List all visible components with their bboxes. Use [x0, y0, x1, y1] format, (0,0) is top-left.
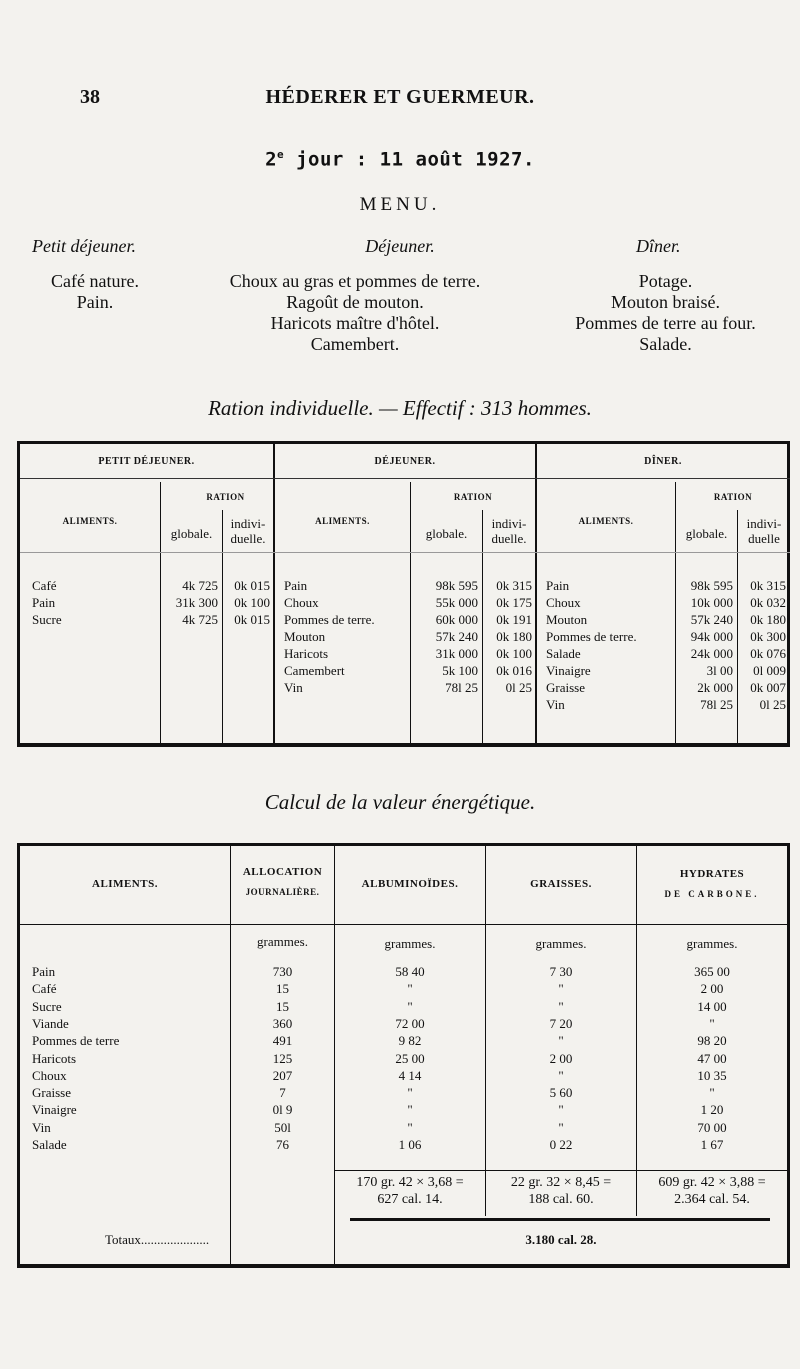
ration-title: Ration individuelle. — Effectif : 313 hommes. [208, 396, 592, 420]
table-row-label: Mouton [546, 612, 588, 627]
table-cell: " [558, 999, 564, 1014]
menu-item: Choux au gras et pommes de terre. [229, 271, 481, 291]
table-cell: 2k 000 [697, 680, 733, 695]
table-cell: 4k 725 [182, 578, 218, 593]
table-cell: 0k 032 [750, 595, 786, 610]
menu-item: Ragoût de mouton. [286, 292, 424, 312]
table-cell: 57k 240 [690, 612, 733, 627]
col-ration: RATION [713, 492, 753, 502]
table-row-label: Café [32, 578, 57, 593]
table-row-label: Vin [284, 680, 303, 695]
table-cell: 0k 015 [234, 578, 270, 593]
unit-label: grammes. [535, 936, 587, 951]
divider [20, 924, 787, 925]
menu-item: Pommes de terre au four. [575, 313, 756, 333]
table-cell: " [558, 1068, 564, 1083]
menu-item: Salade. [639, 334, 692, 354]
table-cell: " [558, 1120, 564, 1135]
table-row-label: Pain [32, 964, 56, 979]
divider [535, 444, 537, 746]
col-individuelle: indivi- duelle. [230, 516, 266, 546]
table-cell: 10 35 [697, 1068, 727, 1083]
table-cell: 94k 000 [690, 629, 733, 644]
table-row-label: Choux [546, 595, 581, 610]
table-cell: 47 00 [697, 1051, 727, 1066]
table-cell: 0k 180 [496, 629, 532, 644]
table-row-label: Haricots [32, 1051, 77, 1066]
menu-item: Haricots maître d'hôtel. [270, 313, 440, 333]
table-cell: " [709, 1085, 715, 1100]
table-row-label: Choux [32, 1068, 67, 1083]
meal-header-dejeuner: DÉJEUNER. [374, 456, 436, 467]
table-cell: " [407, 981, 413, 996]
table-cell: " [558, 1033, 564, 1048]
col-aliments: ALIMENTS. [578, 516, 634, 526]
table-cell: 60k 000 [435, 612, 478, 627]
energy-table [17, 843, 790, 1268]
table-row-label: Pommes de terre. [546, 629, 637, 644]
table-cell: 24k 000 [690, 646, 733, 661]
table-cell: 4k 725 [182, 612, 218, 627]
table-row-label: Camembert [284, 663, 345, 678]
table-cell: 0l 25 [759, 697, 786, 712]
table-row-label: Salade [32, 1137, 67, 1152]
table-cell: 2 00 [700, 981, 724, 996]
table-cell: 3l 00 [706, 663, 733, 678]
col-hydrates: HYDRATES DE CARBONE. [664, 868, 760, 899]
table-row-label: Pommes de terre [32, 1033, 120, 1048]
table-cell: 0k 015 [234, 612, 270, 627]
col-aliments: ALIMENTS. [62, 516, 118, 526]
table-cell: 365 00 [694, 964, 730, 979]
table-cell: 5 60 [549, 1085, 573, 1100]
table-cell: " [407, 1085, 413, 1100]
col-globale: globale. [425, 526, 468, 541]
table-row-label: Vinaigre [32, 1102, 77, 1117]
table-cell: 0k 100 [496, 646, 532, 661]
table-cell: 98 20 [697, 1033, 727, 1048]
table-cell: 50l [274, 1120, 291, 1135]
col-aliments: ALIMENTS. [315, 516, 370, 526]
table-row-label: Haricots [284, 646, 329, 661]
table-cell: " [558, 1102, 564, 1117]
unit-label: grammes. [686, 936, 738, 951]
table-row-label: Mouton [284, 629, 326, 644]
divider [20, 478, 790, 479]
sum-hydrates: 609 gr. 42 × 3,88 = 2.364 cal. 54. [658, 1175, 766, 1207]
menu-petit-dejeuner-title: Petit déjeuner. [32, 236, 136, 256]
col-globale: globale. [685, 526, 728, 541]
table-cell: 98k 595 [435, 578, 478, 593]
menu-petit-dejeuner-items [30, 271, 160, 313]
table-row-label: Vinaigre [546, 663, 591, 678]
table-cell: 5k 100 [442, 663, 478, 678]
table-row-label: Vin [546, 697, 565, 712]
menu-diner-items [548, 271, 783, 355]
col-ration: RATION [453, 492, 493, 502]
unit-label: grammes. [257, 934, 308, 949]
table-cell: 0k 315 [750, 578, 786, 593]
table-cell: 0k 175 [496, 595, 532, 610]
totaux-label: Totaux..................... [105, 1232, 210, 1247]
col-individuelle: indivi- duelle [746, 516, 782, 546]
meal-header-petit-dejeuner: PETIT DÉJEUNER. [98, 456, 195, 467]
table-row-label: Pommes de terre. [284, 612, 375, 627]
table-cell: 0k 180 [750, 612, 786, 627]
menu-title: MENU. [359, 194, 441, 215]
divider [334, 1170, 787, 1171]
table-cell: 31k 300 [175, 595, 218, 610]
table-row-label: Vin [32, 1120, 51, 1135]
menu-dejeuner-title: Déjeuner. [365, 236, 435, 256]
table-cell: 58 40 [395, 964, 425, 979]
running-title: HÉDERER ET GUERMEUR. [265, 86, 535, 108]
table-cell: 0k 300 [750, 629, 786, 644]
table-cell: 1 06 [398, 1137, 422, 1152]
menu-item: Potage. [638, 271, 693, 291]
menu-diner-title: Dîner. [636, 236, 681, 256]
table-cell: 0k 315 [496, 578, 532, 593]
table-row-label: Choux [284, 595, 319, 610]
table-cell: 14 00 [697, 999, 727, 1014]
table-row-label: Graisse [546, 680, 585, 695]
divider [350, 1218, 770, 1221]
table-cell: 7 30 [549, 964, 573, 979]
table-cell: 125 [272, 1051, 293, 1066]
table-cell: 7 [279, 1085, 286, 1100]
table-cell: 10k 000 [690, 595, 733, 610]
table-row-label: Pain [32, 595, 56, 610]
menu-dejeuner-items [190, 271, 520, 355]
sum-albuminoides: 170 gr. 42 × 3,68 = 627 cal. 14. [356, 1175, 464, 1207]
table-row-label: Pain [284, 578, 308, 593]
table-cell: 491 [272, 1033, 293, 1048]
table-cell: " [407, 999, 413, 1014]
table-cell: 1 67 [700, 1137, 724, 1152]
divider [20, 552, 790, 553]
table-cell: 0l 25 [505, 680, 532, 695]
table-cell: 98k 595 [690, 578, 733, 593]
table-cell: 0 22 [549, 1137, 573, 1152]
col-graisses: GRAISSES. [530, 878, 592, 890]
table-cell: 0k 100 [234, 595, 270, 610]
table-cell: 0l 009 [753, 663, 786, 678]
table-row-label: Viande [32, 1016, 69, 1031]
table-row-label: Salade [546, 646, 581, 661]
menu-item: Café nature. [51, 271, 139, 291]
table-cell: 360 [272, 1016, 293, 1031]
table-cell: 15 [276, 981, 289, 996]
divider [273, 444, 275, 746]
menu-item: Mouton braisé. [611, 292, 720, 312]
col-individuelle: indivi- duelle. [491, 516, 527, 546]
col-ration: RATION [206, 492, 245, 502]
table-row-label: Café [32, 981, 57, 996]
table-cell: 0k 007 [750, 680, 786, 695]
col-aliments: ALIMENTS. [92, 878, 158, 890]
ration-table [17, 441, 790, 747]
table-cell: 0k 016 [496, 663, 532, 678]
table-row-label: Pain [546, 578, 570, 593]
table-cell: 9 82 [398, 1033, 422, 1048]
table-cell: 70 00 [697, 1120, 727, 1135]
table-cell: 15 [276, 999, 289, 1014]
table-cell: " [558, 981, 564, 996]
meal-header-diner: DÎNER. [644, 456, 682, 467]
table-cell: 0k 191 [496, 612, 532, 627]
table-cell: 0k 076 [750, 646, 786, 661]
table-row-label: Graisse [32, 1085, 71, 1100]
table-cell: 2 00 [549, 1051, 573, 1066]
col-allocation: ALLOCATION JOURNALIÈRE. [242, 866, 323, 897]
table-cell: 730 [272, 964, 293, 979]
table-cell: " [709, 1016, 715, 1031]
menu-item: Pain. [76, 292, 114, 312]
table-cell: 78l 25 [700, 697, 733, 712]
table-cell: 4 14 [398, 1068, 422, 1083]
total-value: 3.180 cal. 28. [525, 1232, 597, 1247]
page-number: 38 [80, 86, 100, 108]
menu-item: Camembert. [310, 334, 400, 354]
table-cell: 1 20 [700, 1102, 724, 1117]
day-heading: 2e jour : 11 août 1927. [265, 148, 535, 171]
table-row-label: Sucre [32, 999, 62, 1014]
table-cell: 7 20 [549, 1016, 573, 1031]
table-row-label: Sucre [32, 612, 62, 627]
unit-label: grammes. [384, 936, 436, 951]
table-cell: 76 [276, 1137, 289, 1152]
table-cell: 207 [272, 1068, 293, 1083]
table-cell: 31k 000 [435, 646, 478, 661]
table-cell: 0l 9 [272, 1102, 293, 1117]
table-cell: " [407, 1102, 413, 1117]
table-cell: 78l 25 [445, 680, 478, 695]
col-albuminoides: ALBUMINOÏDES. [361, 878, 459, 890]
table-cell: 55k 000 [435, 595, 478, 610]
table-cell: 25 00 [395, 1051, 425, 1066]
table-cell: 57k 240 [435, 629, 478, 644]
col-globale: globale. [170, 526, 213, 541]
table-cell: 72 00 [395, 1016, 425, 1031]
sum-graisses: 22 gr. 32 × 8,45 = 188 cal. 60. [510, 1175, 612, 1207]
energy-title: Calcul de la valeur énergétique. [264, 790, 536, 814]
table-cell: " [407, 1120, 413, 1135]
